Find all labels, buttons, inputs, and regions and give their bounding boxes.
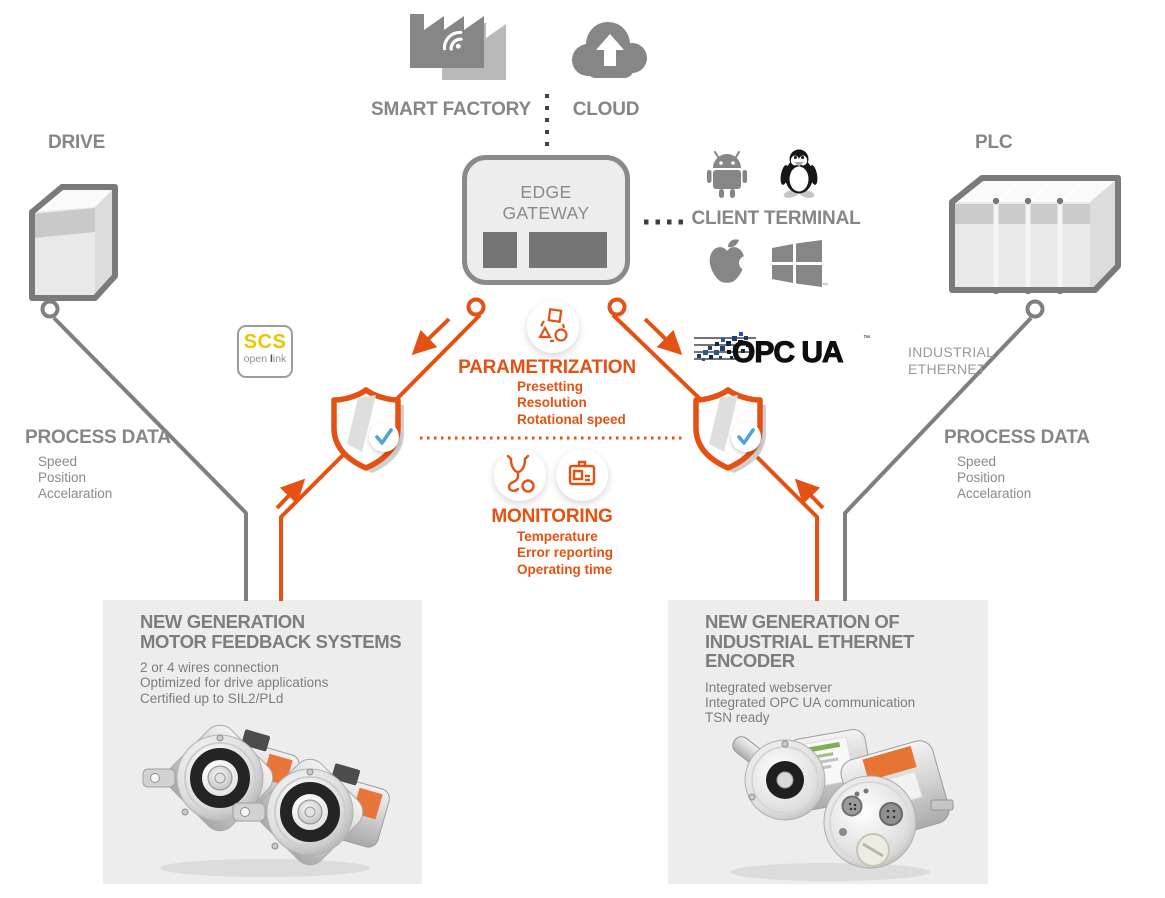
arrow-down-right: [645, 319, 678, 351]
product-title: NEW GENERATION: [140, 611, 305, 632]
arrow-up-right: [277, 483, 301, 508]
list-item: Speed: [957, 454, 997, 469]
scs-title: SCS: [243, 331, 287, 353]
list-item: Presetting: [517, 379, 584, 394]
feature-item: TSN ready: [705, 710, 770, 726]
gateway-connector-left: [469, 300, 484, 315]
feature-item: Certified up to SIL2/PLd: [140, 690, 284, 706]
security-shield-right: [688, 386, 772, 480]
arrow-up-left: [799, 483, 823, 508]
android-icon: [705, 150, 749, 200]
monitoring-stethoscope-circle: [494, 449, 546, 501]
process-data-items: [38, 454, 171, 502]
product-photo-motor-feedback: [135, 708, 395, 880]
list-item: Resolution: [517, 395, 587, 411]
feature-item: 2 or 4 wires connection: [140, 660, 279, 675]
list-item: Error reporting: [517, 545, 614, 561]
feature-item: Integrated webserver: [705, 679, 832, 695]
opcua-tm: ™: [863, 335, 870, 342]
plc-label: PLC: [975, 132, 1013, 153]
product-title: NEW GENERATION OF: [705, 611, 900, 632]
drive-connector-dot: [43, 302, 58, 317]
list-item: Operating time: [517, 561, 613, 577]
check-badge: [731, 422, 761, 452]
feature-list: [140, 660, 422, 706]
cloud-upload-icon: [566, 16, 654, 84]
list-item: Rotational speed: [517, 411, 626, 427]
client-terminal-label: CLIENT TERMINAL: [691, 208, 861, 229]
monitoring-title: MONITORING: [491, 506, 613, 527]
opc-ua-logo: [694, 328, 874, 372]
linux-tux-icon: [778, 147, 820, 199]
product-title: MOTOR FEEDBACK SYSTEMS: [140, 630, 402, 652]
plc-connector-dot: [1028, 302, 1043, 317]
security-shield-left: [326, 386, 410, 480]
arrow-down-left: [416, 319, 449, 351]
parametrization-title: PARAMETRIZATION: [458, 357, 636, 378]
list-item: Position: [957, 470, 1006, 485]
monitoring-card-circle: [556, 449, 608, 501]
drive-icon: [12, 150, 122, 300]
scs-openlink-logo: [237, 325, 293, 378]
gateway-module-small: [483, 232, 517, 268]
parametrization-icon: [527, 301, 579, 353]
id-card-icon: [556, 449, 608, 501]
plc-icon: [938, 150, 1138, 300]
list-item: Temperature: [517, 529, 598, 544]
parametrization-items: [517, 379, 626, 428]
windows-tm: ™: [822, 283, 828, 289]
industrial-ethernet-label: INDUSTRIAL ETHERNET: [908, 344, 995, 377]
gateway-module-large: [529, 232, 607, 268]
list-item: Accelaration: [957, 486, 1032, 501]
edge-gateway-box: [462, 155, 630, 285]
shapes-icon: [527, 301, 579, 353]
check-badge: [369, 422, 399, 452]
monitoring-items: [517, 529, 613, 578]
feature-item: Integrated OPC UA communication: [705, 694, 916, 710]
apple-icon: [706, 238, 748, 285]
drive-label: DRIVE: [48, 132, 106, 153]
feature-item: Optimized for drive applications: [140, 675, 329, 691]
list-item: Position: [38, 470, 87, 485]
process-data-title: PROCESS DATA: [944, 427, 1090, 448]
product-title: INDUSTRIAL ETHERNET ENCODER: [705, 630, 914, 671]
gateway-connector-right: [610, 300, 625, 315]
smart-factory-label: SMART FACTORY: [371, 99, 531, 120]
edge-gateway-label: EDGE GATEWAY: [502, 182, 590, 223]
windows-icon: [771, 240, 828, 289]
scs-subtitle: open link: [243, 353, 287, 365]
process-data-items: [957, 454, 1090, 502]
process-data-left: [25, 427, 171, 502]
stethoscope-icon: [494, 449, 546, 501]
list-item: Speed: [38, 454, 78, 469]
cloud-label: CLOUD: [572, 99, 640, 120]
product-photo-ethernet-encoder: [705, 702, 955, 884]
process-data-right: [944, 427, 1090, 502]
smart-factory-icon: [398, 6, 510, 94]
opcua-text: OPC UA: [732, 336, 843, 369]
process-data-title: PROCESS DATA: [25, 427, 171, 448]
list-item: Accelaration: [38, 486, 113, 501]
